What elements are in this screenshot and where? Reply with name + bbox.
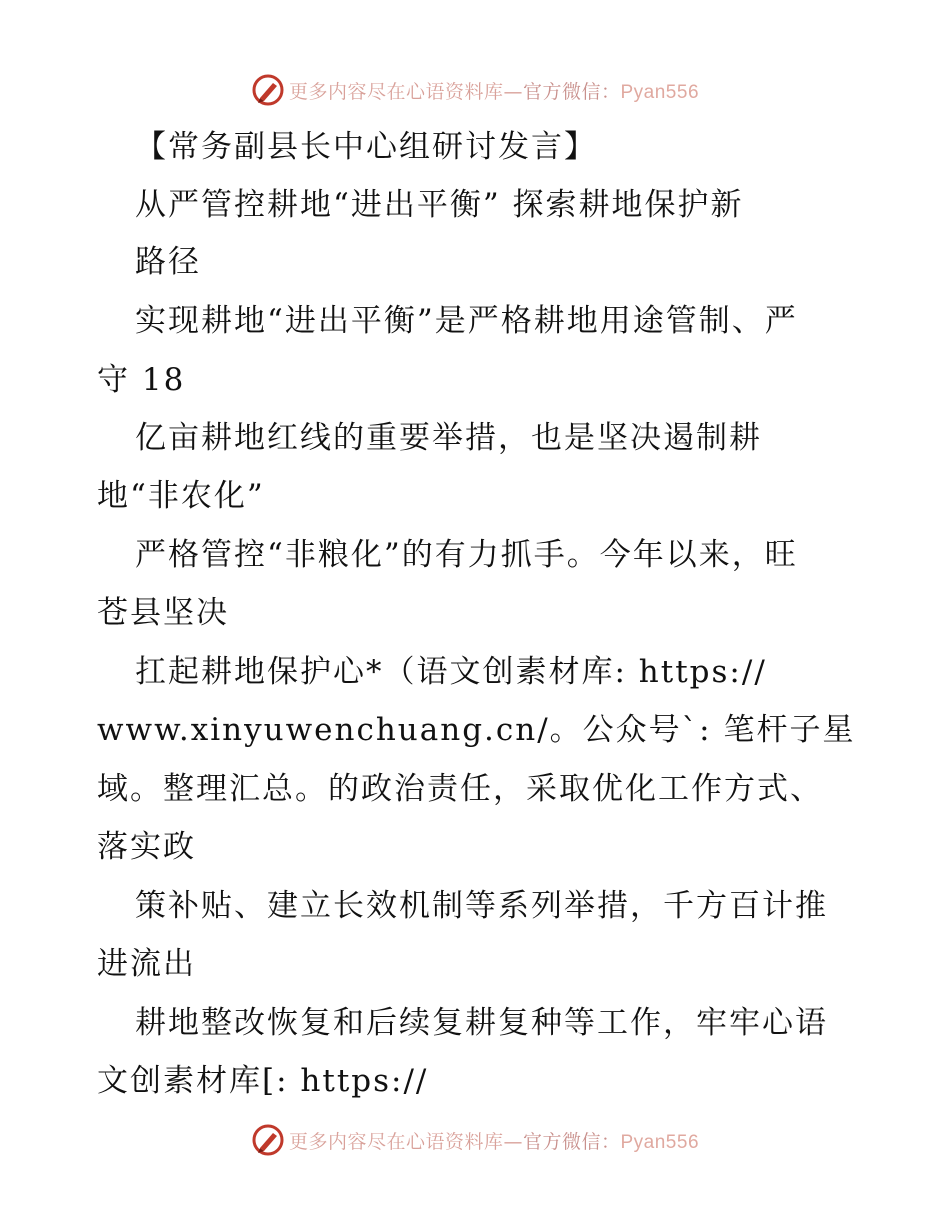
text-line: 耕地整改恢复和后续复耕复种等工作，牢牢心语: [135, 1005, 828, 1041]
watermark-text: [289, 1127, 699, 1154]
text-line: 落实政: [97, 829, 196, 865]
text-line: 从严管控耕地“进出平衡” 探索耕地保护新: [135, 187, 744, 223]
text-line: 守 18: [97, 362, 186, 398]
text-line: 路径: [135, 244, 201, 280]
watermark-slogan: 更多内容尽在心语资料库: [288, 1130, 504, 1153]
text-line: 进流出: [97, 946, 196, 982]
watermark-dash: —: [503, 1130, 523, 1153]
text-line: www.xinyuwenchuang.cn/。公众号`: 笔杆子星: [97, 712, 856, 748]
pen-logo-icon: [251, 1123, 285, 1157]
watermark-wechat-id: Pyan556: [620, 81, 700, 103]
header-watermark-banner: [0, 70, 950, 110]
text-line: 地“非农化”: [97, 478, 265, 514]
document-title: 【常务副县长中心组研讨发言】: [135, 129, 597, 165]
text-line: 严格管控“非粮化”的有力抓手。今年以来，旺: [135, 537, 798, 573]
watermark-dash: —: [503, 80, 523, 103]
watermark-wechat-id: Pyan556: [620, 1131, 700, 1153]
text-line: 策补贴、建立长效机制等系列举措，千方百计推: [135, 888, 828, 924]
text-line: 扛起耕地保护心*（语文创素材库: https://: [135, 654, 767, 690]
watermark-text: [289, 77, 699, 104]
footer-watermark-banner: [0, 1120, 950, 1160]
text-line: 文创素材库[: https://: [97, 1063, 429, 1099]
watermark-wechat-label: 官方微信：: [522, 1130, 621, 1153]
watermark-slogan: 更多内容尽在心语资料库: [288, 80, 504, 103]
text-line: 亿亩耕地红线的重要举措，也是坚决遏制耕: [135, 420, 762, 456]
text-line: 苍县坚决: [97, 595, 229, 631]
text-line: 实现耕地“进出平衡”是严格耕地用途管制、严: [135, 303, 798, 339]
watermark-wechat-label: 官方微信：: [522, 80, 621, 103]
text-line: 域。整理汇总。的政治责任，采取优化工作方式、: [97, 771, 823, 807]
pen-logo-icon: [251, 73, 285, 107]
